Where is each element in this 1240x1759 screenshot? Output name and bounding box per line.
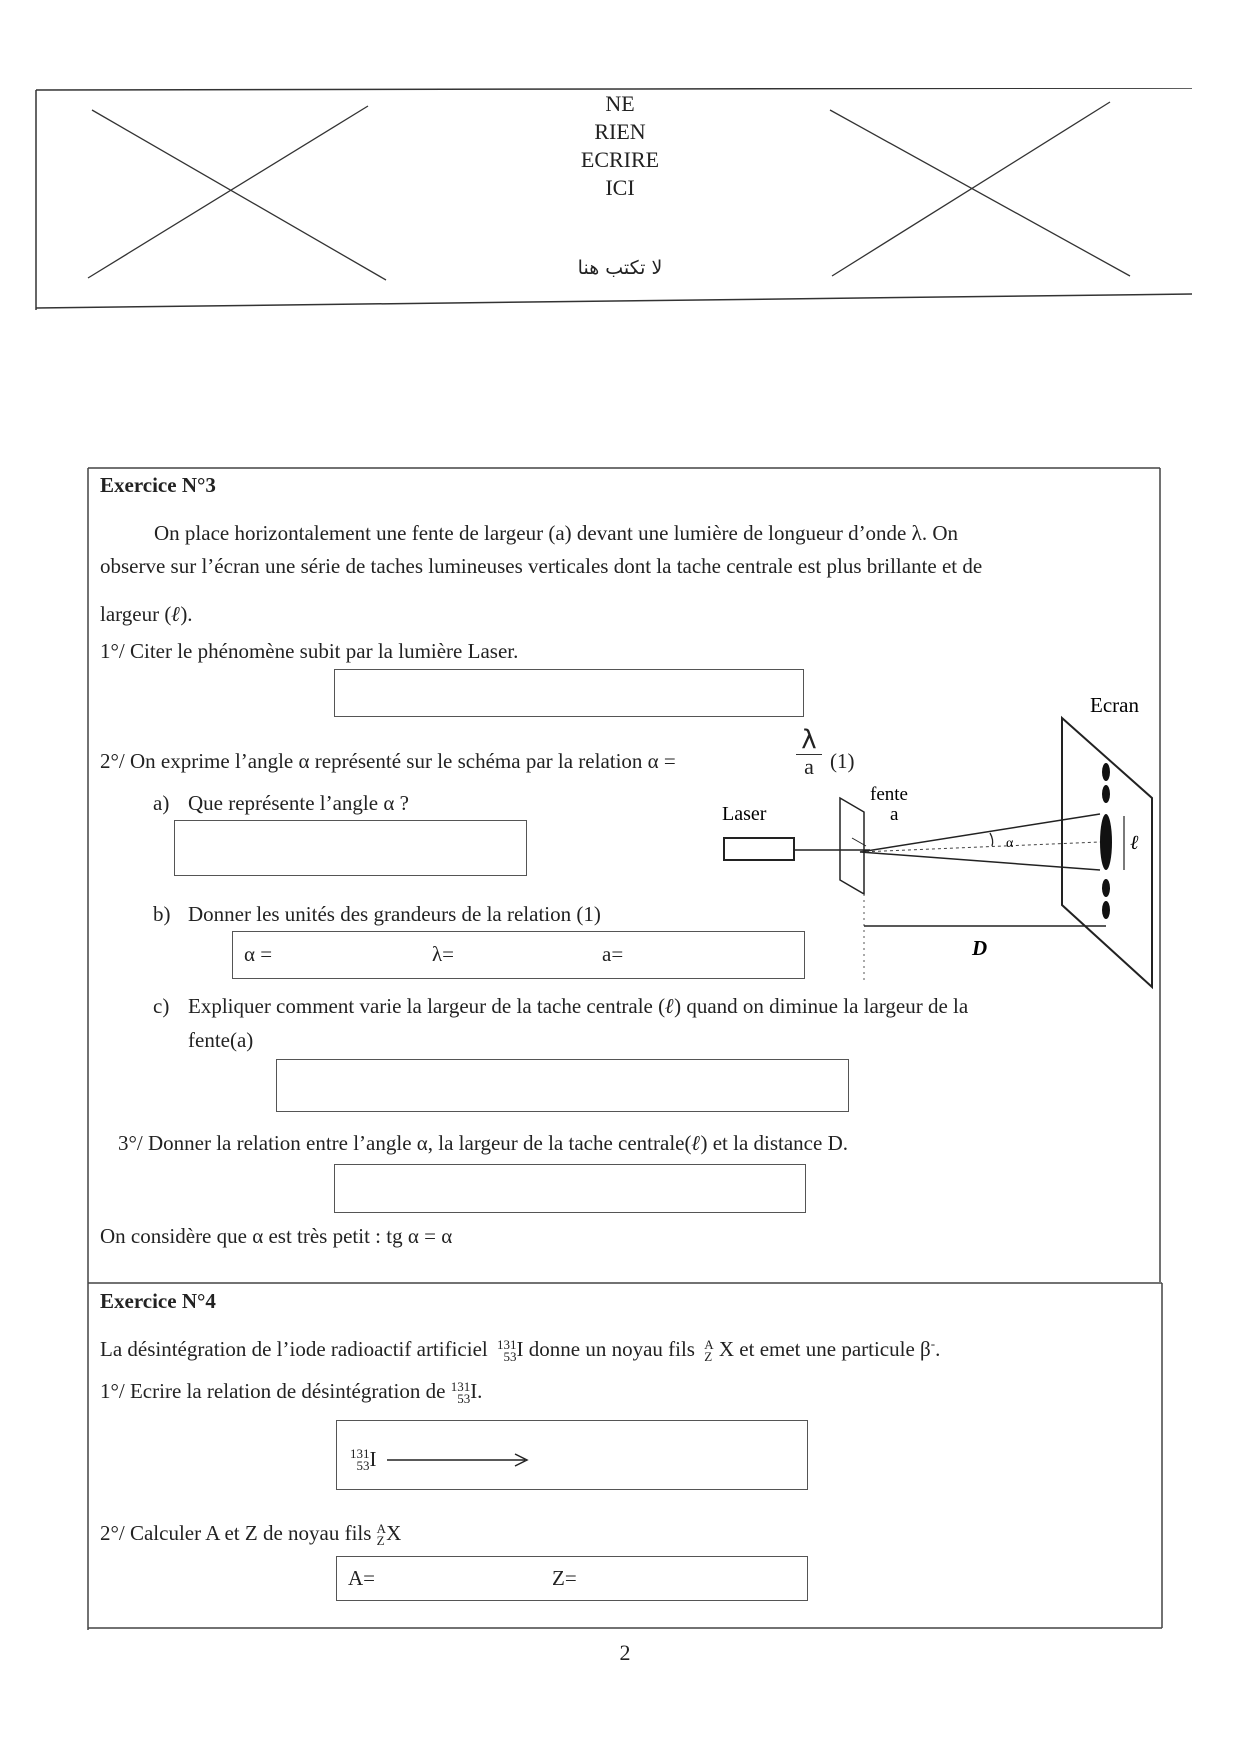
ell-label: ℓ bbox=[1130, 832, 1139, 854]
ell-symbol: ℓ bbox=[691, 1131, 701, 1155]
fente-label: fente bbox=[870, 784, 908, 805]
diffraction-diagram bbox=[700, 680, 1170, 1000]
iodine-symbol: I bbox=[369, 1447, 377, 1471]
laser-label: Laser bbox=[722, 803, 767, 825]
question-2b: Donner les unités des grandeurs de la relation (1) bbox=[188, 902, 601, 926]
mass-number: 131 bbox=[450, 1379, 471, 1395]
ex4-intro-text: I donne un noyau fils bbox=[516, 1337, 695, 1361]
unit-a-label: a= bbox=[602, 942, 624, 966]
ex4-question-2-text: X bbox=[386, 1521, 402, 1545]
iodine-nuclide bbox=[350, 1445, 370, 1473]
formula-reference: (1) bbox=[830, 749, 855, 773]
iodine-nuclide bbox=[451, 1381, 471, 1405]
atomic-number: Z bbox=[704, 1349, 713, 1365]
fente-a-label: a bbox=[890, 804, 899, 825]
reaction-start bbox=[350, 1447, 535, 1472]
alpha-label: α bbox=[1006, 836, 1014, 851]
small-angle-note: On considère que α est très petit : tg α = α bbox=[100, 1224, 453, 1248]
atomic-number: 53 bbox=[457, 1391, 471, 1407]
ex4-question-2-text: 2°/ Calculer A et Z de noyau fils bbox=[100, 1521, 372, 1545]
atomic-number: 53 bbox=[503, 1349, 517, 1365]
beam-lower bbox=[860, 852, 1100, 870]
question-2a-letter: a) bbox=[153, 791, 170, 815]
distance-d-label: D bbox=[972, 936, 988, 960]
slit-plate bbox=[840, 798, 864, 894]
laser-box bbox=[724, 838, 794, 860]
fraction-numerator: λ bbox=[801, 725, 817, 755]
answer-a-label: A= bbox=[348, 1566, 376, 1590]
ell-symbol: ℓ bbox=[665, 994, 675, 1018]
no-write-line: RIEN bbox=[594, 119, 646, 144]
question-2c-text: Expliquer comment varie la largeur de la tache centrale ( bbox=[188, 994, 666, 1018]
ex4-question-1-text: I. bbox=[470, 1379, 483, 1403]
question-3-text: ) et la distance D. bbox=[700, 1131, 848, 1155]
unit-lambda-label: λ= bbox=[432, 942, 455, 966]
ex4-question-1-text: 1°/ Ecrire la relation de désintégration de bbox=[100, 1379, 446, 1403]
ex3-intro-line-2: observe sur l’écran une série de taches lumineuses verticales dont la tache centrale est plus brillante et de bbox=[100, 554, 983, 578]
no-write-line: NE bbox=[605, 91, 635, 116]
question-3 bbox=[118, 1130, 848, 1156]
ex3-intro-line-1: On place horizontalement une fente de largeur (a) devant une lumière de longueur d’onde λ. On bbox=[154, 521, 958, 545]
ex3-intro-text: ). bbox=[180, 602, 193, 626]
ell-symbol: ℓ bbox=[171, 602, 181, 626]
fringe bbox=[1102, 763, 1110, 781]
exercise-4-title: Exercice N°4 bbox=[100, 1289, 216, 1313]
ex4-intro-text: X et emet une particule β bbox=[718, 1337, 931, 1361]
question-1: 1°/ Citer le phénomène subit par la lumière Laser. bbox=[100, 639, 519, 663]
question-2a: Que représente l’angle α ? bbox=[188, 791, 409, 815]
unit-alpha-label: α = bbox=[244, 942, 273, 966]
mass-number: 131 bbox=[350, 1445, 370, 1461]
ecran-label: Ecran bbox=[1090, 693, 1139, 717]
exercise-3-title: Exercice N°3 bbox=[100, 473, 216, 497]
daughter-nuclide bbox=[377, 1523, 386, 1547]
mass-number: A bbox=[376, 1521, 387, 1537]
mass-number: A bbox=[704, 1337, 714, 1353]
central-fringe bbox=[1100, 814, 1112, 870]
ex4-intro-text: . bbox=[935, 1337, 941, 1361]
page-number: 2 bbox=[619, 1640, 631, 1665]
diffraction-schematic bbox=[700, 680, 1170, 1000]
ex4-question-1 bbox=[100, 1378, 482, 1405]
fringe bbox=[1102, 901, 1110, 919]
fringe bbox=[1102, 785, 1110, 803]
daughter-nuclide bbox=[704, 1339, 713, 1363]
ex4-intro-text: La désintégration de l’iode radioactif artificiel bbox=[100, 1337, 488, 1361]
ex3-intro-line-3 bbox=[100, 601, 193, 627]
ex3-intro-text: largeur ( bbox=[100, 602, 172, 626]
beta-minus-sign: - bbox=[930, 1336, 936, 1351]
fringe bbox=[1102, 879, 1110, 897]
mass-number: 131 bbox=[497, 1337, 517, 1353]
answer-box-q2a[interactable] bbox=[174, 820, 527, 876]
question-2b-letter: b) bbox=[153, 902, 171, 926]
question-2-text: 2°/ On exprime l’angle α représenté sur le schéma par la relation α = bbox=[100, 749, 676, 773]
no-write-line: ICI bbox=[605, 175, 635, 200]
question-2c-line-2: fente(a) bbox=[188, 1028, 254, 1052]
answer-z-label: Z= bbox=[552, 1566, 577, 1590]
iodine-nuclide bbox=[497, 1339, 517, 1363]
arabic-no-write: لا تكتب هنا bbox=[577, 257, 663, 279]
question-3-text: 3°/ Donner la relation entre l’angle α, la largeur de la tache centrale( bbox=[118, 1131, 692, 1155]
ex4-intro bbox=[100, 1336, 940, 1363]
atomic-number: 53 bbox=[356, 1457, 370, 1473]
question-2 bbox=[100, 748, 676, 774]
answer-box-q2c[interactable] bbox=[276, 1059, 849, 1112]
question-2c-letter: c) bbox=[153, 994, 170, 1018]
answer-box-q3[interactable] bbox=[334, 1164, 806, 1213]
ex4-question-2 bbox=[100, 1520, 401, 1547]
fraction-denominator: a bbox=[804, 754, 814, 779]
angle-arc bbox=[990, 833, 993, 846]
no-write-line: ECRIRE bbox=[580, 147, 660, 172]
atomic-number: Z bbox=[376, 1533, 385, 1549]
reaction-arrow bbox=[385, 1450, 535, 1470]
question-2c-text: ) quand on diminue la largeur de la bbox=[674, 994, 969, 1018]
